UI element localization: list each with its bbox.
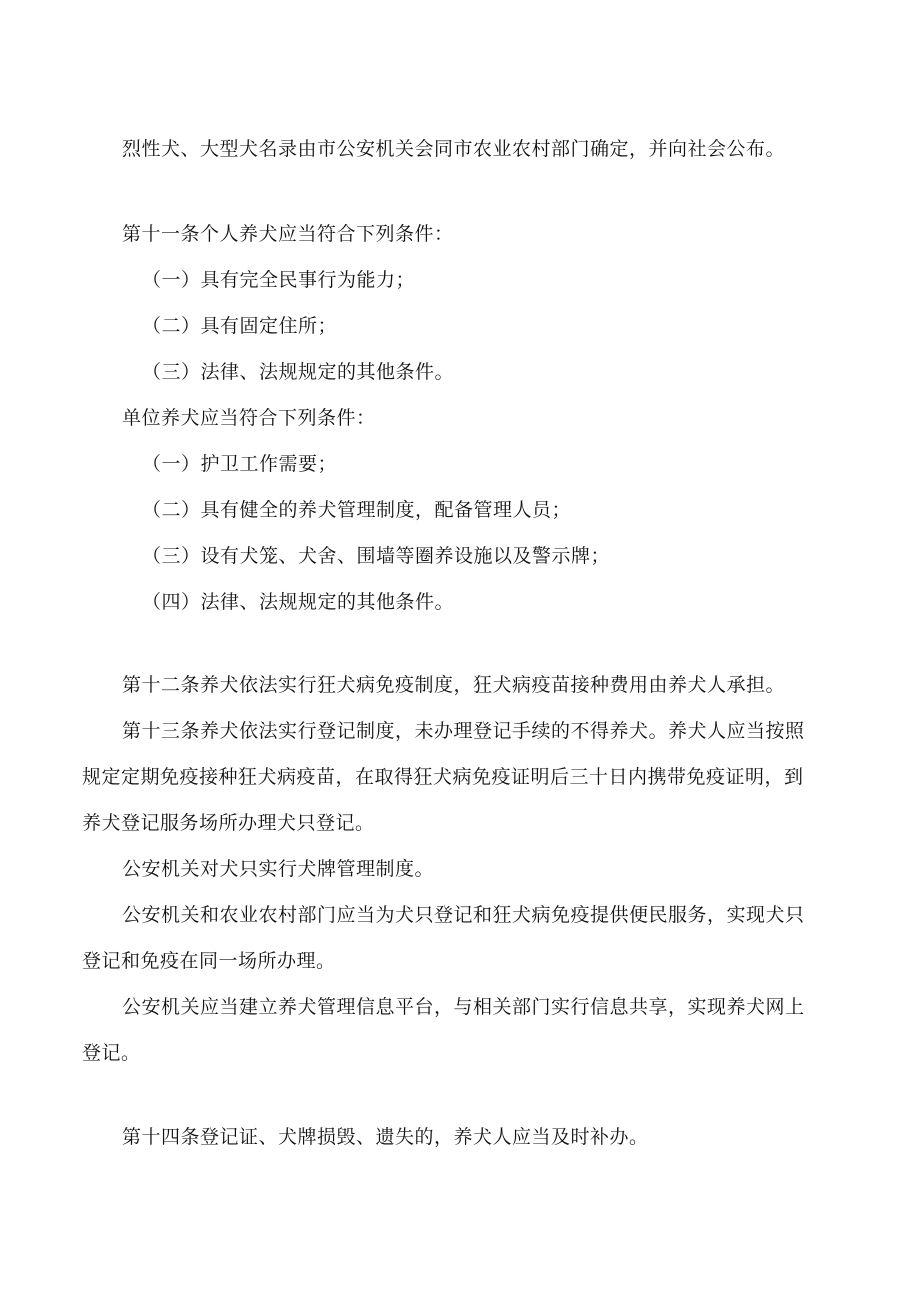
article-11-heading: 第十一条个人养犬应当符合下列条件： — [122, 223, 454, 245]
unit-item-4: （四）法律、法规规定的其他条件。 — [142, 591, 455, 613]
service-paragraph-line-1: 公安机关和农业农村部门应当为犬只登记和狂犬病免疫提供便民服务，实现犬只 — [122, 904, 805, 926]
article-11-item-3: （三）法律、法规规定的其他条件。 — [142, 361, 455, 383]
platform-paragraph-line-1: 公安机关应当建立养犬管理信息平台，与相关部门实行信息共享，实现养犬网上 — [122, 996, 805, 1018]
article-11-item-2: （二）具有固定住所； — [142, 315, 338, 337]
unit-item-3: （三）设有犬笼、犬舍、围墙等圈养设施以及警示牌； — [142, 545, 611, 567]
unit-item-1: （一）护卫工作需要； — [142, 453, 338, 475]
service-paragraph-line-2: 登记和免疫在同一场所办理。 — [82, 950, 336, 972]
article-13-line-2: 规定定期免疫接种狂犬病疫苗，在取得狂犬病免疫证明后三十日内携带免疫证明，到 — [82, 766, 804, 788]
unit-item-2: （二）具有健全的养犬管理制度，配备管理人员； — [142, 499, 572, 521]
police-dog-tag-paragraph: 公安机关对犬只实行犬牌管理制度。 — [122, 858, 435, 880]
platform-paragraph-line-2: 登记。 — [82, 1042, 141, 1064]
article-12: 第十二条养犬依法实行狂犬病免疫制度，狂犬病疫苗接种费用由养犬人承担。 — [122, 674, 786, 696]
unit-conditions-heading: 单位养犬应当符合下列条件： — [122, 407, 376, 429]
article-13-line-1: 第十三条养犬依法实行登记制度，未办理登记手续的不得养犬。养犬人应当按照 — [122, 720, 805, 742]
article-13-line-3: 养犬登记服务场所办理犬只登记。 — [82, 812, 375, 834]
article-11-item-1: （一）具有完全民事行为能力； — [142, 269, 416, 291]
paragraph-dog-list: 烈性犬、大型犬名录由市公安机关会同市农业农村部门确定，并向社会公布。 — [122, 138, 786, 160]
article-14: 第十四条登记证、犬牌损毁、遗失的，养犬人应当及时补办。 — [122, 1126, 649, 1148]
